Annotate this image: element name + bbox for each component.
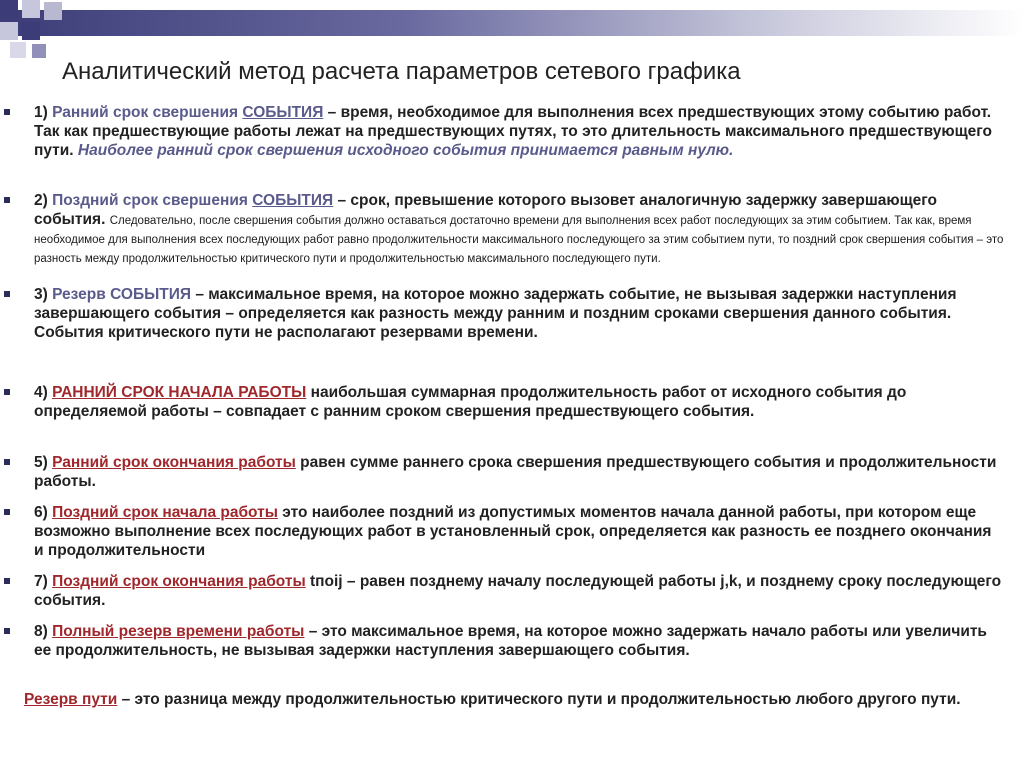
bullet-icon — [4, 389, 10, 395]
bullet-icon — [4, 459, 10, 465]
list-item: 3) Резерв СОБЫТИЯ – максимальное время, на которое можно задержать событие, не вызывая задержки наступления завершающего события – определяется как разность между ранним и поздним сроками свершения данного события. События критического пути не располагают резервами времени. — [34, 285, 1004, 342]
list-item: 1) Ранний срок свершения СОБЫТИЯ – время, необходимое для выполнения всех предшествующих этому событию работ. Так как предшествующие работы лежат на предшествующих путях, то это длительность максимального предшествующего пути. Наиболее ранний срок свершения исходного события принимается равным нулю. — [34, 103, 1004, 160]
bullet-icon — [4, 291, 10, 297]
bullet-icon — [4, 578, 10, 584]
page-title: Аналитический метод расчета параметров сетевого графика — [62, 58, 741, 85]
bullet-icon — [4, 197, 10, 203]
list-item: 5) Ранний срок окончания работы равен сумме раннего срока свершения предшествующего события и продолжительности работы. — [34, 453, 1004, 491]
bullet-icon — [4, 628, 10, 634]
list-item: 2) Поздний срок свершения СОБЫТИЯ – срок, превышение которого вызовет аналогичную задержку завершающего события. Следовательно, после свершения события должно оставаться достаточно времени для выполнения всех работ последующих за этим событием. Так как, время необходимое для выполнения всех последующих работ равно продолжительности максимального последующего за этим событием пути, то поздний срок свершения события – это разность между продолжительностью критического пути и продолжительностью максимального последующего пути. — [34, 191, 1004, 267]
list-item: 6) Поздний срок начала работы это наиболее поздний из допустимых моментов начала данной работы, при котором еще возможно выполнение всех последующих работ в установленный срок, определяется как разность ее позднего окончания и продолжительности — [34, 503, 1004, 560]
path-reserve-definition: Резерв пути – это разница между продолжительностью критического пути и продолжительностью любого другого пути. — [24, 691, 961, 708]
bullet-icon — [4, 109, 10, 115]
list-item: 8) Полный резерв времени работы – это максимальное время, на которое можно задержать начало работы или увеличить ее продолжительность, не вызывая задержки наступления завершающего события. — [34, 622, 1004, 660]
bullet-icon — [4, 509, 10, 515]
list-item: 7) Поздний срок окончания работы tпoij – равен позднему началу последующей работы j,k, и позднему сроку последующего события. — [34, 572, 1004, 610]
list-item: 4) РАННИЙ СРОК НАЧАЛА РАБОТЫ наибольшая суммарная продолжительность работ от исходного события до определяемой работы – совпадает с ранним сроком свершения предшествующего события. — [34, 383, 1004, 421]
